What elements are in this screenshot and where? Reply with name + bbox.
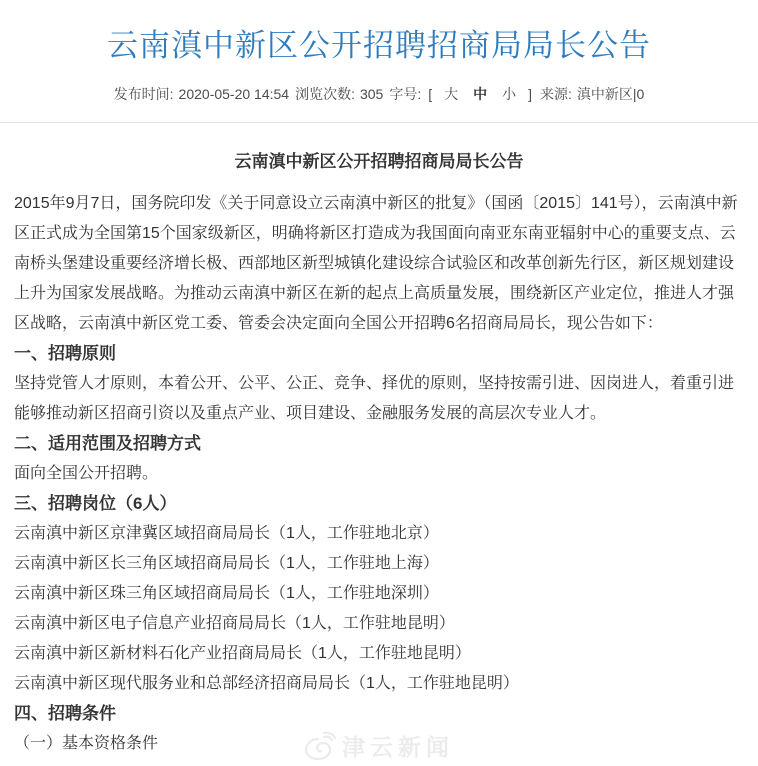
header-divider [0,122,758,123]
section-paragraph: 面向全国公开招聘。 [14,465,159,482]
meta-bar [0,84,758,122]
font-size-medium-button[interactable]: 中 [473,86,488,102]
section-paragraph: （一）基本资格条件 [14,735,159,752]
font-size-label: 字号: [389,86,422,102]
position-item: 云南滇中新区珠三角区域招商局局长（1人，工作驻地深圳） [14,585,439,602]
page-title: 云南滇中新区公开招聘招商局局长公告 [107,28,651,63]
section-heading-requirements: 四、招聘条件 [14,704,116,723]
article-title: 云南滇中新区公开招聘招商局局长公告 [234,152,524,171]
font-size-large-button[interactable]: 大 [444,86,459,102]
font-size-switcher [389,84,534,104]
source-value: 滇中新区|0 [576,86,645,102]
section-heading-recruit-principles: 一、招聘原则 [14,344,116,363]
position-item: 云南滇中新区电子信息产业招商局局长（1人，工作驻地昆明） [14,615,455,632]
publish-time-label: 发布时间: [113,86,174,102]
bracket-open: [ [428,86,433,102]
section-paragraph: 坚持党管人才原则，本着公开、公平、公正、竞争、择优的原则，坚持按需引进、因岗进人，着重引进能够推动新区招商引资以及重点产业、项目建设、金融服务发展的高层次专业人才。 [14,375,735,422]
views-label: 浏览次数: [295,86,355,102]
article-body [0,151,758,759]
source-group [540,84,644,104]
bracket-close: ] [528,86,533,102]
font-size-small-button[interactable]: 小 [502,86,517,102]
page-header [0,0,758,122]
views-count: 305 [359,86,384,102]
position-item: 云南滇中新区京津冀区域招商局局长（1人，工作驻地北京） [14,525,439,542]
position-item: 云南滇中新区长三角区域招商局局长（1人，工作驻地上海） [14,555,439,572]
section-heading-scope-method: 二、适用范围及招聘方式 [14,434,201,453]
position-item: 云南滇中新区现代服务业和总部经济招商局局长（1人，工作驻地昆明） [14,675,519,692]
views-group [295,84,383,104]
position-item: 云南滇中新区新材料石化产业招商局局长（1人，工作驻地昆明） [14,645,471,662]
source-label: 来源: [540,86,572,102]
watermark-text: 津云新闻 [342,734,454,760]
article-intro-paragraph: 2015年9月7日，国务院印发《关于同意设立云南滇中新区的批复》（国函〔2015〕141号），云南滇中新区正式成为全国第15个国家级新区，明确将新区打造成为我国面向南亚东南亚辐射中心的重要支点、云南桥头堡建设重要经济增长极、西部地区新型城镇化建设综合试验区和改革创新先行区，新区规划建设上升为国家发展战略。为推动云南滇中新区在新的起点上高质量发展，围绕新区产业定位，推进人才强区战略，云南滇中新区党工委、管委会决定面向全国公开招聘6名招商局局长，现公告如下： [14,195,738,332]
section-heading-positions: 三、招聘岗位（6人） [14,494,177,513]
publish-time-value: 2020-05-20 14:54 [178,86,290,102]
publish-time-group [114,84,289,104]
